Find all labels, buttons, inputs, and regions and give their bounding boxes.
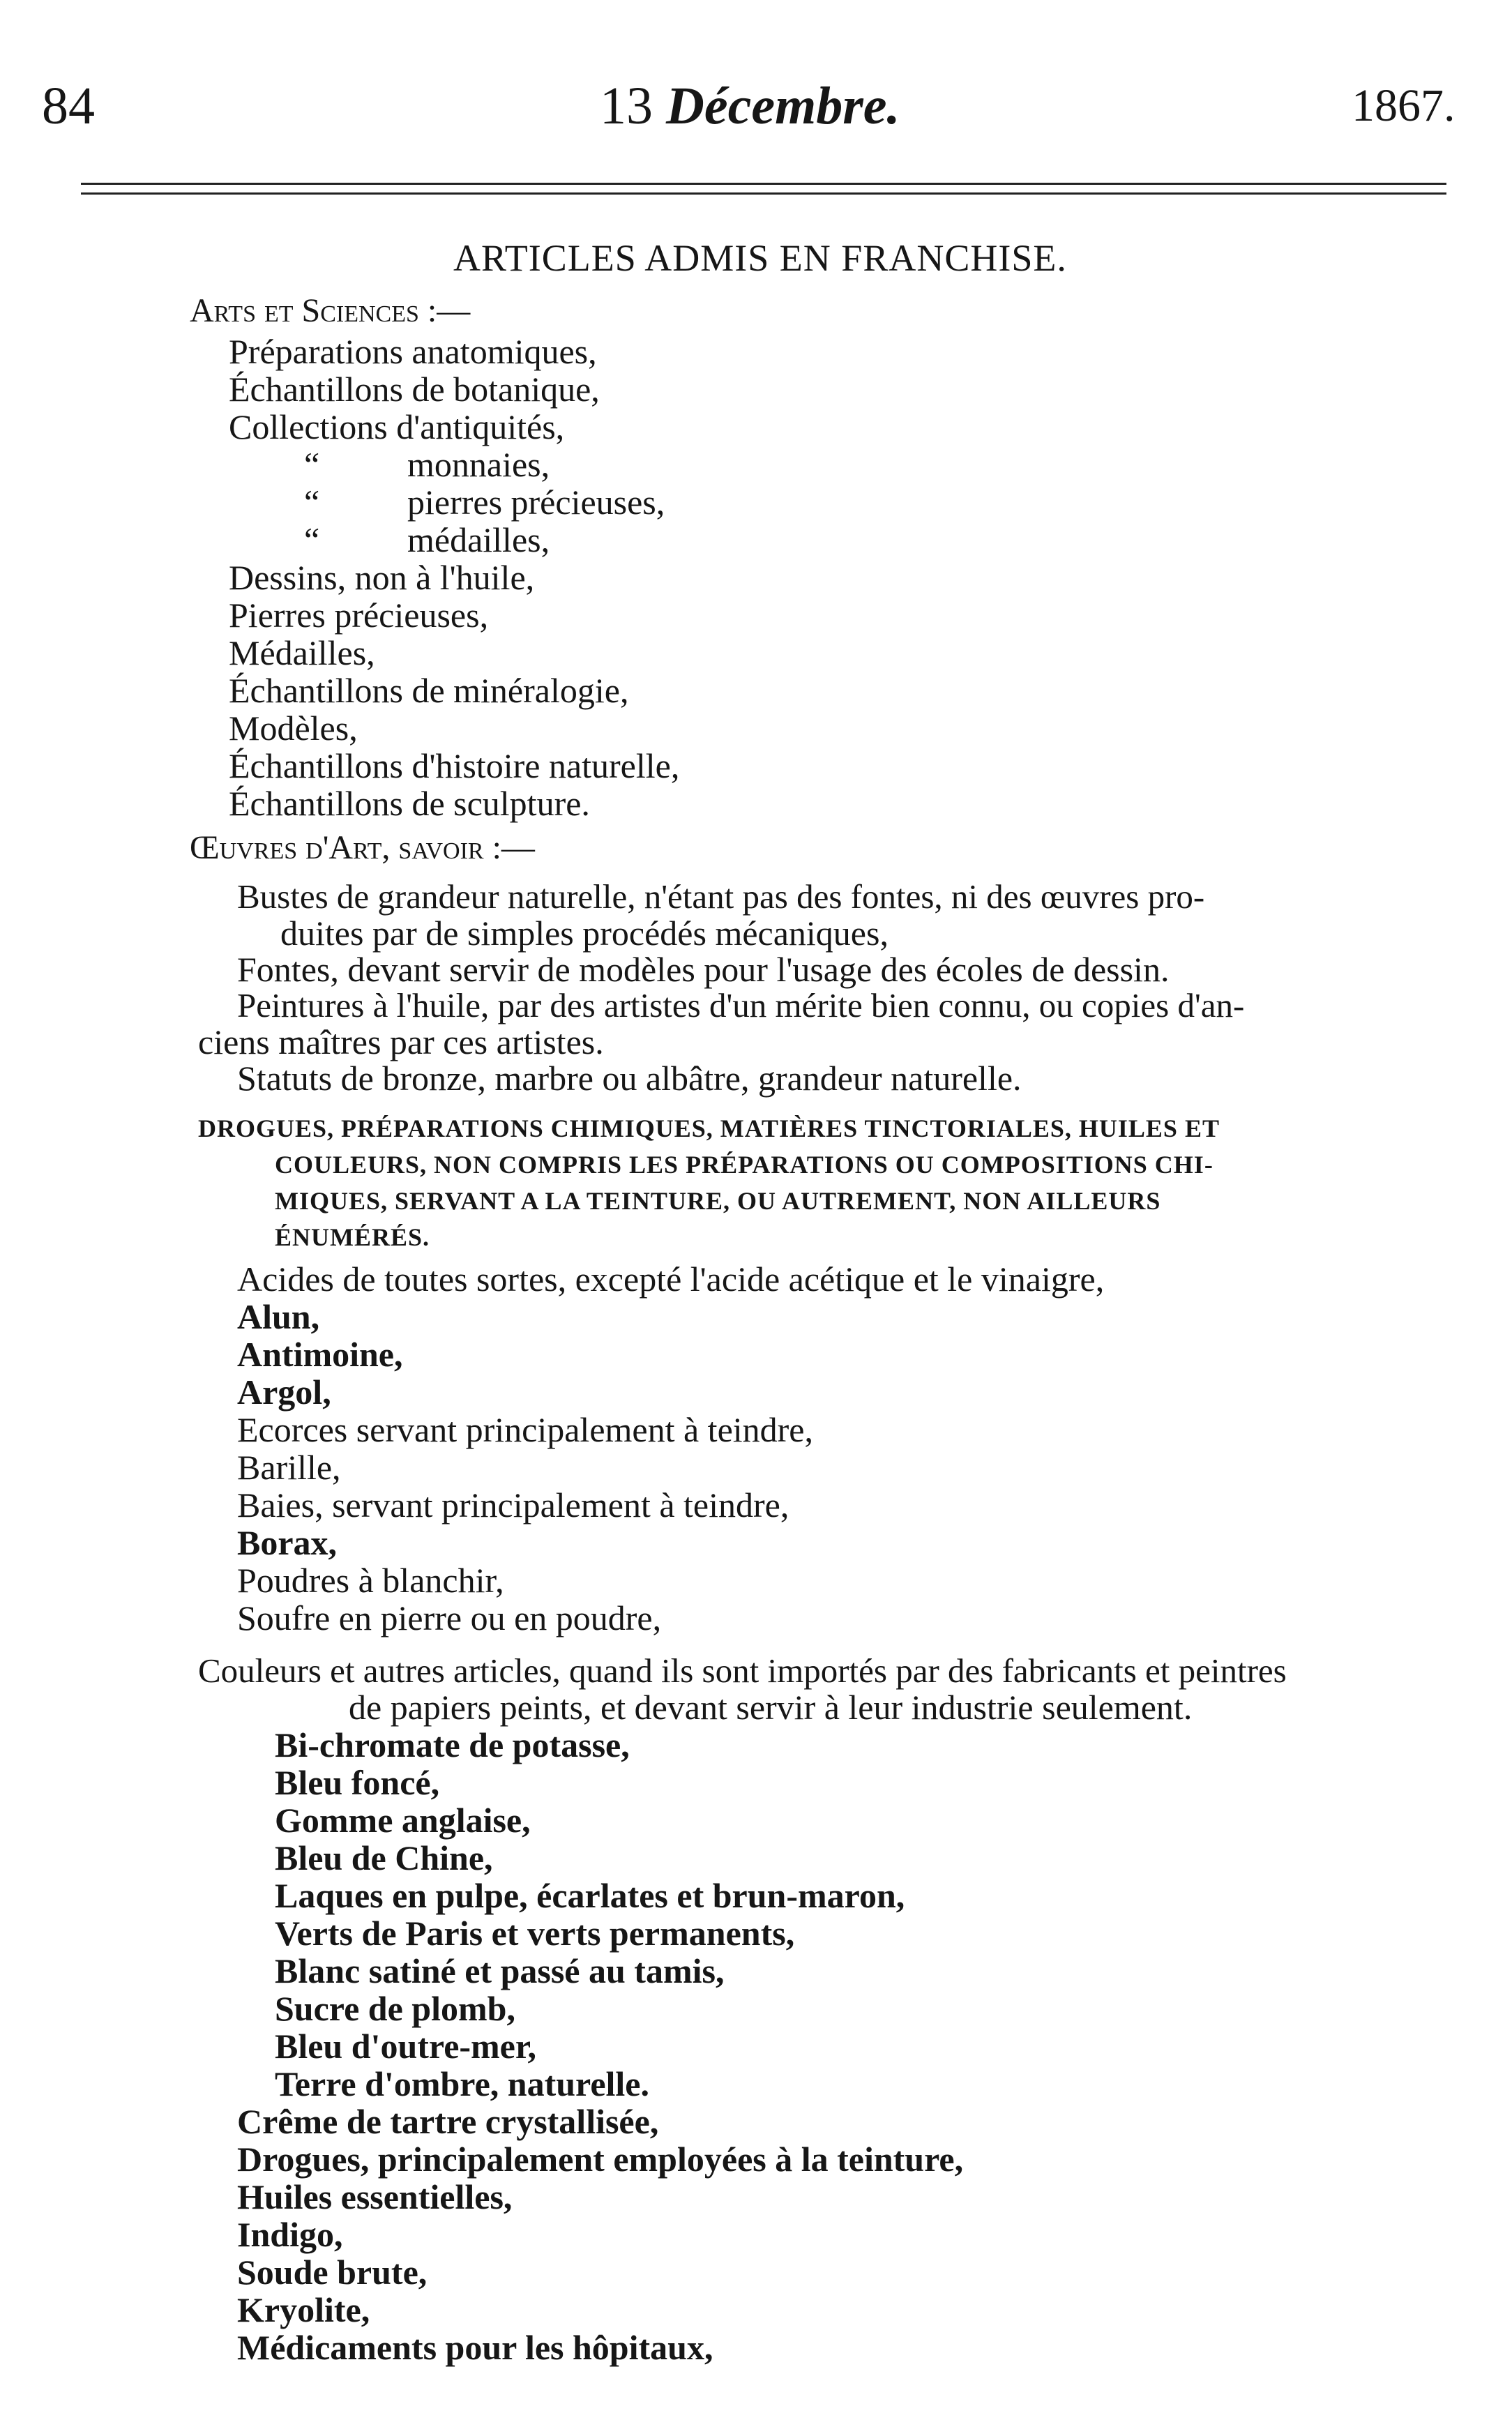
drogues-heading-line: ÉNUMÉRÉS.	[275, 1223, 430, 1251]
list-item: Gomme anglaise,	[275, 1801, 531, 1840]
list-item: Bleu d'outre-mer,	[275, 2027, 536, 2066]
list-item: Collections d'antiquités,	[229, 407, 565, 446]
paragraph-line: Bustes de grandeur naturelle, n'étant pas des fontes, ni des œuvres pro-	[237, 877, 1205, 916]
list-item: Poudres à blanchir,	[237, 1561, 504, 1600]
list-item: Crême de tartre crystallisée,	[237, 2102, 659, 2141]
list-item: Bleu de Chine,	[275, 1838, 493, 1877]
list-item: Blanc satiné et passé au tamis,	[275, 1951, 725, 1990]
list-item: pierres précieuses,	[407, 483, 665, 522]
list-item: Échantillons d'histoire naturelle,	[229, 746, 680, 785]
list-item: Soude brute,	[237, 2253, 428, 2292]
oeuvres-heading: Œuvres d'Art, savoir :—	[190, 829, 535, 866]
list-item: Bi-chromate de potasse,	[275, 1725, 630, 1764]
couleurs-intro-line: Couleurs et autres articles, quand ils sont importés par des fabricants et peintres	[198, 1651, 1287, 1690]
list-item: Drogues, principalement employées à la teinture,	[237, 2140, 964, 2179]
list-item: Barille,	[237, 1448, 341, 1487]
list-item: Borax,	[237, 1523, 338, 1562]
list-item: Alun,	[237, 1297, 320, 1336]
drogues-heading-line: MIQUES, SERVANT A LA TEINTURE, OU AUTREMENT, NON AILLEURS	[275, 1187, 1161, 1215]
running-head-year: 1867.	[1352, 80, 1456, 131]
header-rule-top	[81, 183, 1446, 185]
list-item: Baies, servant principalement à teindre,	[237, 1485, 789, 1525]
list-item: Laques en pulpe, écarlates et brun-maron,	[275, 1876, 905, 1915]
list-item: Huiles essentielles,	[237, 2177, 513, 2216]
list-item: Dessins, non à l'huile,	[229, 558, 535, 597]
list-item: Soufre en pierre ou en poudre,	[237, 1598, 662, 1637]
list-item: Bleu foncé,	[275, 1763, 440, 1802]
drogues-heading-line: DROGUES, PRÉPARATIONS CHIMIQUES, MATIÈRES TINCTORIALES, HUILES ET	[198, 1114, 1220, 1142]
list-item: Kryolite,	[237, 2290, 370, 2329]
running-head-date	[600, 78, 900, 134]
couleurs-intro-line: de papiers peints, et devant servir à leur industrie seulement.	[349, 1688, 1193, 1727]
list-item: Antimoine,	[237, 1335, 403, 1374]
list-item: Terre d'ombre, naturelle.	[275, 2064, 649, 2103]
list-item: Pierres précieuses,	[229, 596, 489, 635]
arts-heading: Arts et Sciences :—	[190, 292, 471, 329]
paragraph-line: ciens maîtres par ces artistes.	[198, 1022, 604, 1061]
list-item: Verts de Paris et verts permanents,	[275, 1914, 795, 1953]
list-item: Échantillons de sculpture.	[229, 784, 590, 823]
page-number: 84	[42, 77, 95, 135]
list-item: monnaies,	[407, 445, 550, 484]
list-item: médailles,	[407, 520, 550, 559]
paragraph-line: Fontes, devant servir de modèles pour l'usage des écoles de dessin.	[237, 950, 1170, 989]
list-item: Modèles,	[229, 709, 358, 748]
list-item: Indigo,	[237, 2215, 343, 2254]
ditto-mark: “	[304, 445, 320, 484]
header-rule-bottom	[81, 192, 1446, 195]
list-item: Sucre de plomb,	[275, 1989, 515, 2028]
list-item: Argol,	[237, 1372, 331, 1412]
ditto-mark: “	[304, 520, 320, 559]
date-month: Décembre.	[666, 77, 900, 135]
paragraph-line: Peintures à l'huile, par des artistes d'un mérite bien connu, ou copies d'an-	[237, 986, 1245, 1024]
ditto-mark: “	[304, 483, 320, 522]
list-item: Échantillons de botanique,	[229, 370, 600, 409]
list-item: Échantillons de minéralogie,	[229, 671, 629, 710]
list-item: Acides de toutes sortes, excepté l'acide acétique et le vinaigre,	[237, 1259, 1105, 1299]
list-item: Préparations anatomiques,	[229, 332, 597, 371]
list-item: Médailles,	[229, 633, 375, 672]
drogues-heading-line: COULEURS, NON COMPRIS LES PRÉPARATIONS OU COMPOSITIONS CHI-	[275, 1151, 1214, 1179]
date-day: 13	[600, 77, 653, 135]
paragraph-line: duites par de simples procédés mécaniques,	[280, 914, 889, 953]
list-item: Ecorces servant principalement à teindre,	[237, 1410, 814, 1449]
paragraph-line: Statuts de bronze, marbre ou albâtre, grandeur naturelle.	[237, 1059, 1022, 1098]
list-item: Médicaments pour les hôpitaux,	[237, 2328, 713, 2367]
section-title: ARTICLES ADMIS EN FRANCHISE.	[453, 237, 1067, 279]
